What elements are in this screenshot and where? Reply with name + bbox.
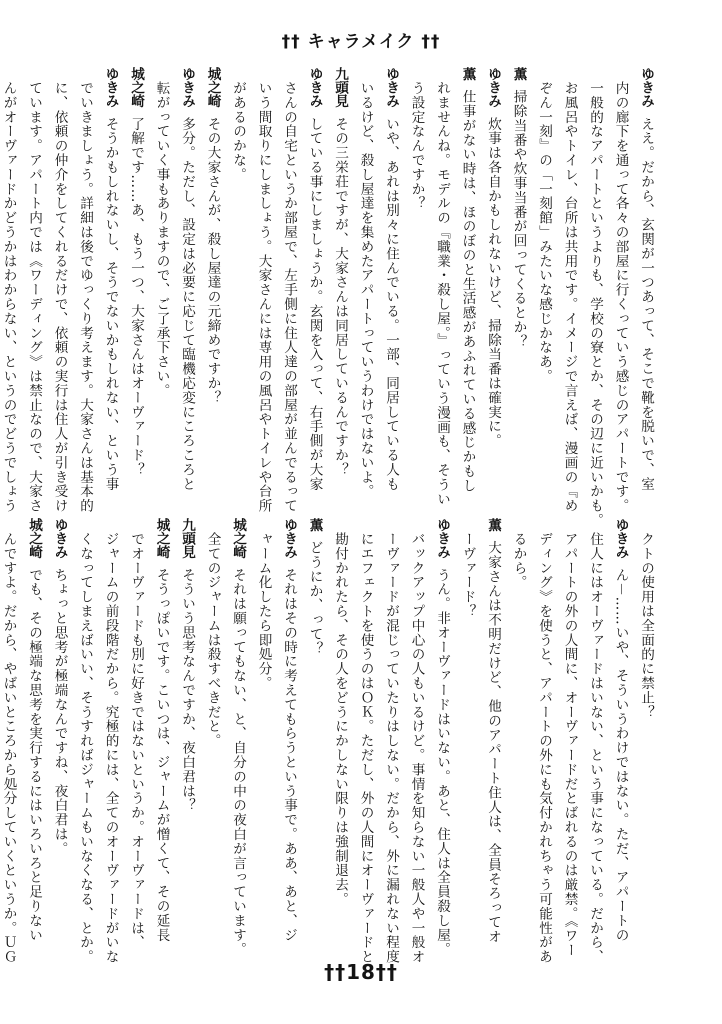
line-text: いや、あれは別々に住んでいる。一部、同居している人も xyxy=(383,116,399,492)
line-text: 転がっていく事もありますので、ご了承下さい。 xyxy=(153,80,170,398)
speaker-name: ゆきみ xyxy=(638,67,654,108)
line-text: 一般的なアパートというよりも、学校の寮とか、その辺に近いかも。 xyxy=(587,80,603,527)
dialogue-line xyxy=(531,67,557,490)
dialogue-line xyxy=(352,518,378,964)
line-text: があるのかな。 xyxy=(230,80,246,182)
line-text: バックアップ中心の人もいるけど。事情を知らない一般人や一般オ xyxy=(408,531,425,964)
dialogue-line xyxy=(352,67,378,499)
speaker-name: 城之崎 xyxy=(128,67,144,108)
dialogue-line xyxy=(403,518,429,964)
dialogue-line xyxy=(480,67,506,490)
line-text: 大家さんは不明だけど、他のアパート住人は、全員そろってオ xyxy=(485,540,501,944)
dialogue-line xyxy=(378,518,404,964)
speaker-name: 城之崎 xyxy=(204,67,221,108)
line-text: ています。アパート内では《ワーディング》は禁止なので、大家さ xyxy=(26,80,42,513)
line-text: でも、その極端な思考を実行するにはいろいろと足りない xyxy=(26,567,42,943)
line-text: に、依頼の仲介をしてくれるだけで、依頼の実行は住人が引き受け xyxy=(51,80,68,513)
dialogue-line xyxy=(531,518,557,964)
dialogue-line xyxy=(582,67,608,527)
dialogue-line xyxy=(225,67,251,490)
line-text: ーヴァードが混じっていたりはしない。だから、外に漏れない程度 xyxy=(383,531,399,964)
dialogue-line xyxy=(454,518,480,943)
line-text: ャーム化したら即処分。 xyxy=(255,531,272,690)
dialogue-line xyxy=(72,518,98,964)
dialogue-line xyxy=(123,67,149,490)
line-text: んですよ。だから、やばいところから処分していくというか。ＵＧ xyxy=(0,531,17,964)
dialogue-line xyxy=(607,67,633,513)
speaker-name: 九頭見 xyxy=(179,518,195,559)
line-text: 内の廊下を通って各々の部屋に行くっていう感じのアパートです。 xyxy=(612,80,629,513)
dialogue-line xyxy=(0,518,21,964)
dialogue-line xyxy=(21,67,47,513)
speaker-name: 城之崎 xyxy=(26,518,42,559)
speaker-name: 薫 xyxy=(306,518,323,532)
line-text: 了解です……あ、もう一つ、大家さんはオーヴァード？ xyxy=(128,116,144,477)
line-text: ジャームの前段階だから。究極的には、全てのオーヴァードがいな xyxy=(102,531,119,964)
dialogue-line xyxy=(46,67,72,513)
dialogue-line xyxy=(480,518,506,943)
speaker-name: ゆきみ xyxy=(179,67,195,108)
speaker-name: ゆきみ xyxy=(612,518,629,559)
dialogue-block-upper xyxy=(0,67,658,527)
dialogue-line xyxy=(301,518,327,943)
dialogue-line xyxy=(97,67,123,490)
dialogue-line xyxy=(556,67,582,513)
speaker-name: ゆきみ xyxy=(306,67,323,108)
line-text: ちょっと思考が極端なんですね、夜白君は。 xyxy=(51,567,68,856)
line-text: ーヴァード？ xyxy=(459,531,476,618)
dialogue-line xyxy=(0,67,21,513)
dialogue-line xyxy=(199,518,225,943)
speaker-name: ゆきみ xyxy=(434,518,450,559)
speaker-name: ゆきみ xyxy=(51,518,68,559)
dialogue-line xyxy=(148,67,174,490)
dialogue-line xyxy=(403,67,429,490)
line-text: その大家さんが、殺し屋達の元締めですか？ xyxy=(204,116,221,405)
dialogue-line xyxy=(378,67,404,490)
speaker-name: 城之崎 xyxy=(153,518,170,559)
dialogue-line xyxy=(148,518,174,943)
speaker-name: ゆきみ xyxy=(281,518,297,559)
speaker-name: 城之崎 xyxy=(230,518,246,559)
line-text: ん－……いや、そういうわけではない。ただ、アパートの xyxy=(612,567,629,943)
line-text: んがオーヴァードかどうかはわからない、というのでどうでしょう xyxy=(0,80,17,513)
line-text: そうっぽいです。こいつは、ジャームが憎くて、その延長 xyxy=(153,567,170,943)
dialogue-line xyxy=(123,518,149,950)
line-text: いう間取りにしましょう。大家さんには専用の風呂やトイレや台所 xyxy=(255,80,272,513)
line-text: している事にしましょうか。玄関を入って、右手側が大家 xyxy=(306,116,323,492)
line-text: クトの使用は全面的に禁止？ xyxy=(638,531,654,719)
speaker-name: ゆきみ xyxy=(485,67,501,108)
dialogue-line xyxy=(250,67,276,513)
line-text: 住人にはオーヴァードはいない、という事になっている。だから、 xyxy=(587,531,603,964)
dialogue-line xyxy=(429,67,455,506)
line-text: ええ。だから、玄関が一つあって、そこで靴を脱いで、室 xyxy=(638,116,654,492)
dialogue-line xyxy=(97,518,123,964)
dialogue-line xyxy=(276,67,302,513)
line-text: ディング》を使うと、アパートの外にも気付かれちゃう可能性があ xyxy=(536,531,552,964)
line-text: どうにか、って？ xyxy=(306,540,323,656)
line-text: その三栄荘ですが、大家さんは同居しているんですか？ xyxy=(332,116,348,477)
line-text: 全てのジャームは殺すべきだと。 xyxy=(204,531,221,748)
dialogue-line xyxy=(199,67,225,490)
dialogue-line xyxy=(327,518,353,943)
dialogue-line xyxy=(582,518,608,964)
speaker-name: 薫 xyxy=(459,67,476,81)
line-text: でオーヴァードも別に好きではないというか。オーヴァードは、 xyxy=(128,531,144,950)
line-text: アパートの外の人間に、オーヴァードだとばれるのは厳禁。《ワー xyxy=(561,531,578,957)
speaker-name: 九頭見 xyxy=(332,67,348,108)
speaker-name: 薫 xyxy=(510,67,527,81)
speaker-name: 薫 xyxy=(485,518,501,532)
dialogue-line xyxy=(174,518,200,943)
dialogue-line xyxy=(454,67,480,493)
line-text: 炊事は各自かもしれないけど、掃除当番は確実に。 xyxy=(485,116,501,449)
dialogue-line xyxy=(327,67,353,490)
line-text: それはその時に考えてもらうという事で。ああ、あと、ジ xyxy=(281,567,297,943)
line-text: そうかもしれないし、そうでないかもしれない、という事 xyxy=(102,116,119,492)
dialogue-line xyxy=(72,67,98,513)
line-text: れませんね。モデルの『職業・殺し屋。』っていう漫画も、そうい xyxy=(434,80,450,506)
line-text: そういう思考なんですか、夜白君は？ xyxy=(179,567,195,813)
line-text: う設定なんですか？ xyxy=(408,80,425,211)
dialogue-line xyxy=(46,518,72,943)
line-text: お風呂やトイレ、台所は共用です。イメージで言えば、漫画の『め xyxy=(561,80,578,513)
line-text: さんの自宅というか部屋で、左手側に住人達の部屋が並んでるって xyxy=(281,80,297,513)
dialogue-line xyxy=(633,67,659,490)
dialogue-line xyxy=(633,518,659,943)
line-text: ぞん一刻』の「一刻館」みたいな感じかなあ。 xyxy=(536,80,552,383)
speaker-name: ゆきみ xyxy=(102,67,119,108)
line-text: くなってしまえばいい、そうすればジャームもいなくなる、とか。 xyxy=(77,531,93,964)
line-text: にエフェクトを使うのはＯＫ。ただし、外の人間にオーヴァードと xyxy=(357,531,374,964)
line-text: それは願ってもない、と、自分の中の夜白が言っています。 xyxy=(230,567,246,957)
dialogue-line xyxy=(429,518,455,957)
dialogue-line xyxy=(225,518,251,957)
dialogue-line xyxy=(250,518,276,943)
line-text: 多分。ただし、設定は必要に応じて臨機応変にころころと xyxy=(179,116,195,492)
page-number: ††18†† xyxy=(324,960,398,984)
line-text: 掃除当番や炊事当番が回ってくるとか？ xyxy=(510,89,527,349)
dialogue-line xyxy=(505,518,531,943)
dialogue-line xyxy=(21,518,47,943)
page-title: †† キャラメイク †† xyxy=(281,32,441,52)
line-text: うん。非オーヴァードはいない。あと、住人は全員殺し屋。 xyxy=(434,567,450,957)
dialogue-line xyxy=(276,518,302,943)
line-text: るから。 xyxy=(510,531,527,590)
line-text: 勘付かれたら、その人をどうにかしない限りは強制退去。 xyxy=(332,531,348,906)
speaker-name: ゆきみ xyxy=(383,67,399,108)
line-text: でいきましょう。詳細は後でゆっくり考えます。大家さんは基本的 xyxy=(77,80,93,513)
dialogue-line xyxy=(556,518,582,957)
dialogue-line xyxy=(301,67,327,490)
line-text: いるけど、殺し屋達を集めたアパートっていうわけではないよ。 xyxy=(357,80,374,499)
dialogue-block-lower xyxy=(0,518,658,964)
dialogue-line xyxy=(505,67,531,490)
dialogue-line xyxy=(174,67,200,490)
dialogue-line xyxy=(607,518,633,943)
line-text: 仕事がない時は、ほのぼのと生活感があふれている感じかもし xyxy=(459,89,476,493)
